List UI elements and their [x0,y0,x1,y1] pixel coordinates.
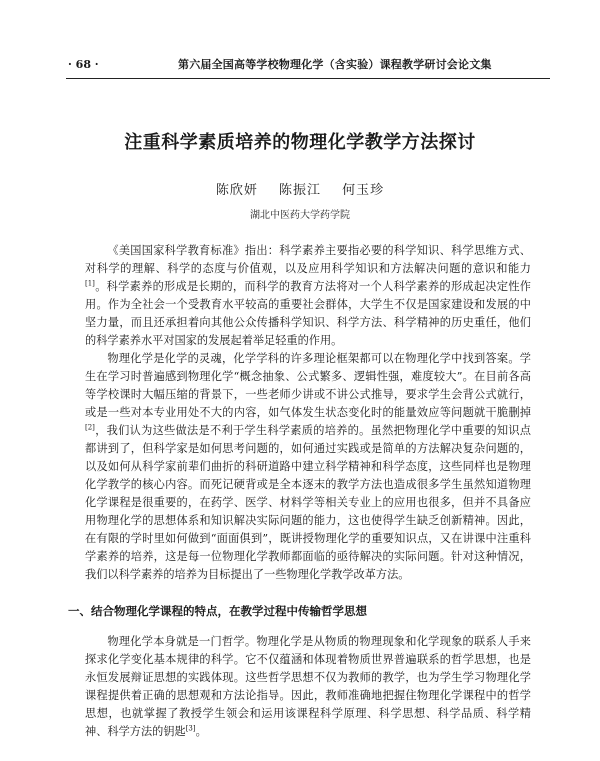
paper-title: 注重科学素质培养的物理化学教学方法探讨 [124,132,476,153]
paragraph-2-text-b: ，我们认为这些做法是不利于学生科学素质的培养的。虽然把物理化学中重要的知识点都讲到了，但科学家是如何思考问题的，如何通过实践或是简单的方法解决复杂问题的，以及如何从科学家前辈们曲折的科研道路中建立科学精神和科学态度，这些同样也是物理化学教学的核心内容。而死记硬背或是全本逐末的教学方法也造成很多学生虽然知道物理化学课程是很重要的，在药学、医学、材料学等相关专业上的应用也很多，但并不具备应用物理化学的思想体系和知识解决实际问题的能力，这也使得学生缺乏创新精神。因此，在有限的学时里如何做到“面面俱到”，既讲授物理化学的重要知识点，又在讲课中注重科学素养的培养，这是每一位物理化学教师都面临的亟待解决的实际问题。针对这种情况，我们以科学素养的培养为目标提出了一些物理化学教学改革方法。 [85,424,531,581]
affiliation: 湖北中医药大学药学院 [250,210,350,221]
citation-2: [2] [85,423,95,432]
citation-3: [3] [185,724,196,733]
header-rule [66,78,550,79]
paragraph-3-text-b: 。 [195,725,207,738]
paragraph-1-text-b: 。科学素养的形成是长期的，而科学的教育方法将对一个人科学素养的形成起决定性作用。作为全社会一个受教育水平较高的重要社会群体，大学生不仅是国家建设和发展的中坚力量，而且还承担着向其他公众传播科学知识、科学方法、科学精神的历史重任，他们的科学素养水平对国家的发展起着举足轻重的作用。 [85,280,531,347]
paragraph-1 [85,242,531,350]
section-heading-1: 一、结合物理化学课程的特点，在教学过程中传输哲学思想 [68,604,367,618]
paragraph-2 [85,350,531,584]
paragraph-3 [85,633,531,741]
paragraph-3-text-a: 物理化学本身就是一门哲学。物理化学是从物质的物理现象和化学现象的联系人手来探求化学变化基本规律的科学。它不仅蕴涵和体现着物质世界普遍联系的哲学思想，也是永恒发展辩证思想的实践体现。这些哲学思想不仅为教师的教学，也为学生学习物理化学课程提供着正确的思想观和方法论指导。因此，教师准确地把握住物理化学课程中的哲学思想，也就掌握了教授学生领会和运用该课程科学原理、科学思想、科学品质、科学精神、科学方法的钥匙 [85,635,531,738]
paragraph-1-text-a: 《美国国家科学教育标准》指出：科学素养主要指必要的科学知识、科学思维方式、对科学的理解、科学的态度与价值观，以及应用科学知识和方法解决问题的意识和能力 [85,244,531,275]
authors: 陈欣妍 陈振江 何玉珍 [215,183,385,198]
running-head [68,56,548,74]
citation-1: [1] [85,279,95,288]
page-number: · 68 · [68,58,99,71]
journal-title: 第六届全国高等学校物理化学（含实验）课程教学研讨会论文集 [178,58,492,71]
paragraph-2-text-a: 物理化学是化学的灵魂，化学学科的许多理论框架都可以在物理化学中找到答案。学生在学习时普遍感到物理化学“概念抽象、公式繁多、逻辑性强，难度较大”。在目前各高等学校课时大幅压缩的背景下，一些老师少讲或不讲公式推导，要求学生会背公式就行，或是一些对本专业用处不大的内容，如气体发生状态变化时的能量效应等问题就干脆删掉 [85,352,531,419]
